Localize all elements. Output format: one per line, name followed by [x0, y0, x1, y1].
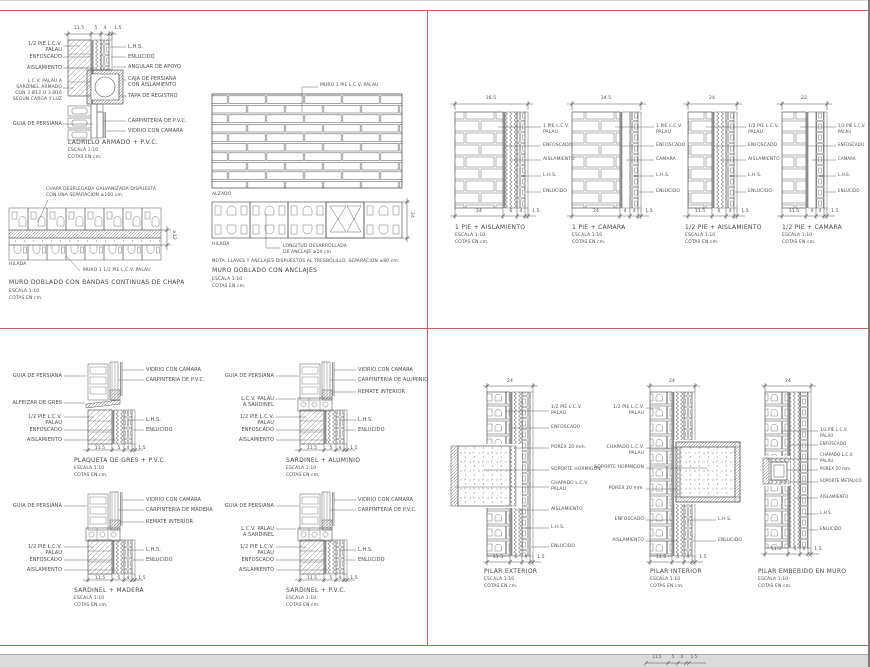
layer-label: AISLAMIENTO	[543, 157, 575, 162]
layer-label: AISLAMIENTO	[748, 157, 780, 162]
layer-label: REMATE INTERIOR	[358, 389, 406, 395]
layer-label: 1/2 PIE L.C.V.	[748, 124, 779, 129]
detail-title: PILAR INTERIOR	[650, 568, 702, 575]
dim-label: 34.5	[600, 96, 612, 101]
dim-label: 24	[709, 96, 715, 101]
dim-label: 5	[329, 446, 333, 451]
dim-label: 1.5	[741, 209, 749, 214]
layer-label: PALAU	[45, 47, 62, 53]
dim-label: 11.5	[73, 26, 85, 31]
layer-label: PALAU	[820, 433, 834, 438]
layer-label: PALAU	[820, 458, 834, 463]
dim-label: 4	[802, 547, 806, 552]
layer-label: ENLUCIDO	[146, 557, 173, 563]
detail-title: MURO DOBLADO CON ANCLAJES	[212, 267, 318, 274]
dim-label: 11.5	[694, 209, 706, 214]
detail-title: SARDINEL + MADERA	[74, 587, 144, 594]
note-label: SARDINEL ARMADO	[16, 85, 62, 90]
dim-label: 1.5	[537, 555, 545, 560]
layer-label: VIDRIO CON CAMARA	[358, 497, 414, 503]
layer-label: POREX 20 mm.	[608, 486, 644, 491]
layer-label: ENFOSCADO	[29, 557, 62, 563]
layer-label: AISLAMIENTO	[26, 437, 62, 443]
dim-label: 1.5	[645, 209, 653, 214]
layer-label: ENLUCIDO	[748, 189, 773, 194]
layer-label: REMATE INTERIOR	[146, 519, 194, 525]
layer-label: L.H.S.	[358, 547, 373, 553]
detail-title: 1/2 PIE + AISLAMIENTO	[685, 224, 762, 231]
units-label: COTAS EN cm.	[74, 473, 108, 478]
layer-label: CARPINTERIA DE P.V.C.	[358, 507, 417, 513]
dim-label: 6	[514, 555, 518, 560]
note-label: MURO 1 1/2 PIE L.C.V. PALAU	[83, 268, 151, 273]
dim-label: 4	[126, 576, 130, 581]
dim-label: 1.5	[114, 26, 122, 31]
layer-label: ENFOSCADO	[543, 143, 573, 148]
dim-label: 11.5	[652, 654, 662, 659]
layer-label: L.H.S.	[656, 173, 670, 178]
dim-label: 11.5	[655, 555, 667, 560]
layer-label: CARPINTERIA DE MADERA	[146, 507, 213, 513]
dim-label: 4	[126, 446, 130, 451]
layer-label: 1/2 PIE L.C.V.	[27, 41, 62, 47]
layer-label: ENLUCIDO	[838, 188, 860, 193]
scale-label: ESCALA 1:10	[455, 233, 486, 238]
dim-label: 24	[785, 379, 791, 384]
layer-label: VIDRIO CON CAMARA	[146, 367, 202, 373]
layer-label: 1/2 PIE L.C.V.	[239, 544, 274, 550]
layer-label: PALAU	[629, 451, 644, 456]
detail-title: PILAR EMBEBIDO EN MURO	[758, 568, 847, 575]
scale-label: ESCALA 1:10	[484, 577, 515, 582]
dim-label: 36.5	[485, 96, 497, 101]
layer-label: PALAU	[45, 550, 62, 556]
units-label: COTAS EN cm.	[484, 584, 518, 589]
layer-label: L.H.S.	[358, 417, 373, 423]
detail-title: 1/2 PIE + CAMARA	[782, 224, 842, 231]
dim-label: 4	[103, 26, 107, 31]
dim-label: 24	[409, 212, 414, 218]
layer-label: ENLUCIDO	[718, 538, 743, 543]
layer-label: ENLUCIDO	[146, 427, 173, 433]
layer-label: 1/2 PIE L.C.V.	[820, 427, 848, 432]
layer-label: L.H.S.	[551, 525, 565, 530]
layer-label: PALAU	[257, 550, 274, 556]
dim-label: 1.5	[814, 547, 822, 552]
units-label: COTAS EN cm.	[212, 284, 246, 289]
layer-label: VIDRIO CON CAMARA	[146, 497, 202, 503]
layer-label: L.C.V. PALAU	[241, 396, 274, 402]
layer-label: GUIA DE PERSIANA	[224, 503, 274, 509]
scale-label: ESCALA 1:10	[286, 596, 317, 601]
layer-label: ENFOSCADO	[656, 143, 686, 148]
dim-label: 4	[818, 209, 822, 214]
dim-label: ≥12	[171, 230, 176, 240]
layer-label: L.C.V. PALAU	[241, 526, 274, 532]
detail-title: SARDINEL + ALUMINIO	[286, 457, 361, 464]
layer-label: CHAPADO L.C.V.	[820, 452, 854, 457]
units-label: COTAS EN cm.	[455, 240, 489, 245]
layer-label: VIDRIO CON CAMARA	[358, 367, 414, 373]
layer-label: L.H.S.	[718, 517, 732, 522]
note-label: SEGUN CARGA Y LUZ	[12, 97, 62, 102]
scale-label: ESCALA 1:10	[782, 233, 813, 238]
view-label: ALZADO	[212, 192, 232, 197]
units-label: COTAS EN cm.	[758, 584, 792, 589]
detail-title: 1 PIE + AISLAMIENTO	[455, 224, 526, 231]
dim-label: 24	[507, 379, 513, 384]
layer-label: CHAPADO L.C.V.	[551, 481, 589, 486]
layer-label: L.H.S.	[146, 417, 161, 423]
layer-label: AISLAMIENTO	[612, 538, 644, 543]
units-label: COTAS EN cm.	[685, 240, 719, 245]
dim-label: 11.5	[788, 209, 800, 214]
units-label: COTAS EN cm.	[9, 296, 43, 301]
layer-label: CAMARA	[838, 156, 856, 161]
dim-label: 11.5	[306, 576, 318, 581]
layer-label: ENFOSCADO	[241, 557, 274, 563]
layer-label: AISLAMIENTO	[551, 507, 583, 512]
layer-label: 1/2 PIE L.C.V.	[838, 123, 866, 128]
layer-label: ENFOSCADO	[614, 517, 644, 522]
dim-label: 5	[676, 555, 680, 560]
scale-label: ESCALA 1:10	[74, 596, 105, 601]
dim-label: 4	[519, 209, 523, 214]
layer-label: ENFOSCADO	[838, 142, 865, 147]
layer-label: ENFOSCADO	[551, 425, 581, 430]
layer-label: AISLAMIENTO	[238, 437, 274, 443]
layer-label: PALAU	[551, 411, 566, 416]
layer-label: AISLAMIENTO	[238, 567, 274, 573]
layer-label: PALAU	[551, 487, 566, 492]
layout-divider-vertical	[427, 10, 428, 646]
dim-label: 1.5	[699, 555, 707, 560]
layer-label: ENLUCIDO	[358, 557, 385, 563]
row-label: HILADA	[212, 242, 230, 247]
dim-label: 1.5	[138, 446, 146, 451]
layer-label: CON AISLAMIENTO	[128, 82, 177, 88]
layer-label: SOPORTE METALICO	[820, 478, 862, 483]
layer-label: PALAU	[543, 130, 558, 135]
sheet-top-edge	[0, 0, 870, 1]
layer-label: ENLUCIDO	[551, 544, 576, 549]
layer-label: ENFOSCADO	[29, 54, 62, 60]
layer-label: L.H.S.	[543, 173, 557, 178]
units-label: COTAS EN cm.	[650, 584, 684, 589]
units-label: COTAS EN cm.	[68, 155, 102, 160]
layer-label: 1 PIE L.C.V.	[656, 124, 683, 129]
layer-label: ENFOSCADO	[29, 427, 62, 433]
note-label: CON UNA SEPARACION ≤100 cm.	[46, 193, 124, 198]
scale-label: ESCALA 1:10	[685, 233, 716, 238]
layer-label: A SARDINEL	[242, 402, 274, 408]
layer-label: A SARDINEL	[242, 532, 274, 538]
units-label: COTAS EN cm.	[286, 473, 320, 478]
layout-divider-middle	[0, 328, 868, 329]
layer-label: ANGULAR DE APOYO	[128, 64, 182, 70]
layer-label: ENLUCIDO	[656, 189, 681, 194]
dim-label: 6	[509, 209, 513, 214]
layer-label: L.H.S.	[838, 172, 851, 177]
layer-label: SOPORTE HORMIGON	[594, 465, 644, 470]
dim-label: 4	[632, 209, 636, 214]
layer-label: 1/2 PIE L.C.V.	[613, 405, 644, 410]
dim-label: 11.5	[770, 547, 782, 552]
layer-label: PALAU	[838, 129, 852, 134]
note-label: NOTA: LLAVES Y ANCLAJES DISPUESTOS AL TRESBOLILLO. SEPARACION ≤80 cm.	[212, 259, 400, 264]
layer-label: ENLUCIDO	[128, 54, 155, 60]
dim-label: 11.5	[492, 555, 504, 560]
layer-label: CHAPADO L.C.V.	[606, 445, 644, 450]
scale-label: ESCALA 1:10	[650, 577, 681, 582]
units-label: COTAS EN cm.	[782, 240, 816, 245]
detail-title: MURO DOBLADO CON BANDAS CONTINUAS DE CHAPA	[9, 279, 185, 286]
dim-label: 11.5	[94, 576, 106, 581]
layer-label: 1/2 PIE L.C.V.	[239, 414, 274, 420]
dim-label: 6	[717, 209, 721, 214]
dim-label: 1.5	[532, 209, 540, 214]
note-label: CHAPA DESPLEGADA GALVANIZADA DISPUESTA	[46, 187, 157, 192]
dim-label: 24	[669, 379, 675, 384]
layer-label: PALAU	[45, 420, 62, 426]
dim-label: 4	[686, 555, 690, 560]
layer-label: L.H.S.	[128, 44, 143, 50]
layer-label: GUIA DE PERSIANA	[12, 503, 62, 509]
scale-label: ESCALA 1:10	[212, 277, 243, 282]
layer-label: L.H.S.	[748, 173, 762, 178]
detail-title: PILAR EXTERIOR	[484, 568, 538, 575]
scale-label: ESCALA 1:10	[74, 466, 105, 471]
scale-label: ESCALA 1:10	[758, 577, 789, 582]
dim-label: 4	[524, 555, 528, 560]
layer-label: ENFOSCADO	[820, 441, 847, 446]
layer-label: 1/2 PIE L.C.V.	[27, 414, 62, 420]
layer-label: ENLUCIDO	[820, 526, 842, 531]
dim-label: 1.5	[831, 209, 839, 214]
layer-label: PALAU	[656, 130, 671, 135]
layer-label: AISLAMIENTO	[26, 567, 62, 573]
layer-label: ENFOSCADO	[241, 427, 274, 433]
layer-label: 1 PIE L.C.V.	[543, 124, 570, 129]
dim-label: 24	[593, 209, 599, 214]
dim-label: 4	[728, 209, 732, 214]
layer-label: CARPINTERIA DE ALUMINIO	[358, 377, 429, 383]
layer-label: SOPORTE HORMIGON	[551, 467, 601, 472]
layer-label: TAPA DE REGISTRO	[128, 93, 178, 99]
layer-label: PALAU	[257, 420, 274, 426]
dim-label: 5	[94, 26, 98, 31]
units-label: COTAS EN cm.	[74, 603, 108, 608]
layer-label: CARPINTERIA DE P.V.C.	[146, 377, 205, 383]
dim-label: 5	[793, 547, 797, 552]
layer-label: CARPINTERIA DE P.V.C.	[128, 118, 187, 124]
note-label: CON 3 Ø12 O 3 Ø16	[15, 91, 62, 96]
dim-label: 5	[671, 654, 675, 659]
layer-label: AISLAMIENTO	[820, 494, 849, 499]
dim-label: 1.5	[690, 654, 698, 659]
scale-label: ESCALA 1:10	[286, 466, 317, 471]
scale-label: ESCALA 1:10	[572, 233, 603, 238]
layer-label: VIDRIO CON CAMARA	[128, 128, 184, 134]
dim-label: 5	[117, 446, 121, 451]
dim-label: 4	[338, 446, 342, 451]
note-label: DE ANCLAJE ≥24 cm.	[283, 250, 333, 255]
dim-label: 1.5	[350, 446, 358, 451]
dim-label: 24	[476, 209, 482, 214]
layout-divider-top	[0, 10, 868, 11]
dim-label: 5	[329, 576, 333, 581]
layer-label: POREX 20 mm.	[820, 466, 852, 471]
dim-label: 1.5	[138, 576, 146, 581]
dim-label: 22	[801, 96, 807, 101]
units-label: COTAS EN cm.	[572, 240, 606, 245]
detail-title: SARDINEL + P.V.C.	[286, 587, 347, 594]
note-label: MURO 1 PIE L.C.V. PALAU	[320, 83, 379, 88]
layer-label: POREX 20 mm.	[551, 445, 587, 450]
dim-label: 4	[810, 209, 814, 214]
dim-label: 4	[623, 209, 627, 214]
detail-title: LADRILLO ARMADO + P.V.C.	[68, 139, 159, 146]
note-label: L.C.V. PALAU A	[27, 79, 62, 84]
layer-label: CAJA DE PERSIANA	[128, 76, 177, 82]
layer-label: GUIA DE PERSIANA	[224, 373, 274, 379]
dim-label: 11.5	[306, 446, 318, 451]
dim-label: 4	[680, 654, 684, 659]
layer-label: ENLUCIDO	[358, 427, 385, 433]
layer-label: 1/2 PIE L.C.V.	[27, 544, 62, 550]
layer-label: AISLAMIENTO	[26, 65, 62, 71]
note-label: LONGITUD DESARROLLADA	[283, 244, 347, 249]
layer-label: L.H.S.	[146, 547, 161, 553]
scale-label: ESCALA 1:10	[9, 289, 40, 294]
dim-label: 1.5	[350, 576, 358, 581]
layer-label: ALFEIZAR DE GRES	[12, 400, 62, 406]
units-label: COTAS EN cm.	[286, 603, 320, 608]
layer-label: PALAU	[629, 411, 644, 416]
scale-label: ESCALA 1:10	[68, 148, 99, 153]
layout-divider-bottom	[0, 645, 868, 646]
layer-label: 1/2 PIE L.C.V.	[551, 405, 582, 410]
layer-label: GUIA DE PERSIANA	[12, 373, 62, 379]
layer-label: PALAU	[748, 130, 763, 135]
dim-label: 11.5	[94, 446, 106, 451]
dim-label: 5	[117, 576, 121, 581]
layer-label: ENLUCIDO	[543, 189, 568, 194]
detail-title: 1 PIE + CAMARA	[572, 224, 626, 231]
row-label: HILADA	[9, 262, 27, 267]
layer-label: ENFOSCADO	[748, 143, 778, 148]
layer-label: L.H.S.	[820, 510, 833, 515]
detail-title: PLAQUETA DE GRES + P.V.C.	[74, 457, 167, 464]
layer-label: CAMARA	[656, 157, 676, 162]
dim-label: 4	[338, 576, 342, 581]
layer-label: GUIA DE PERSIANA	[12, 121, 62, 127]
